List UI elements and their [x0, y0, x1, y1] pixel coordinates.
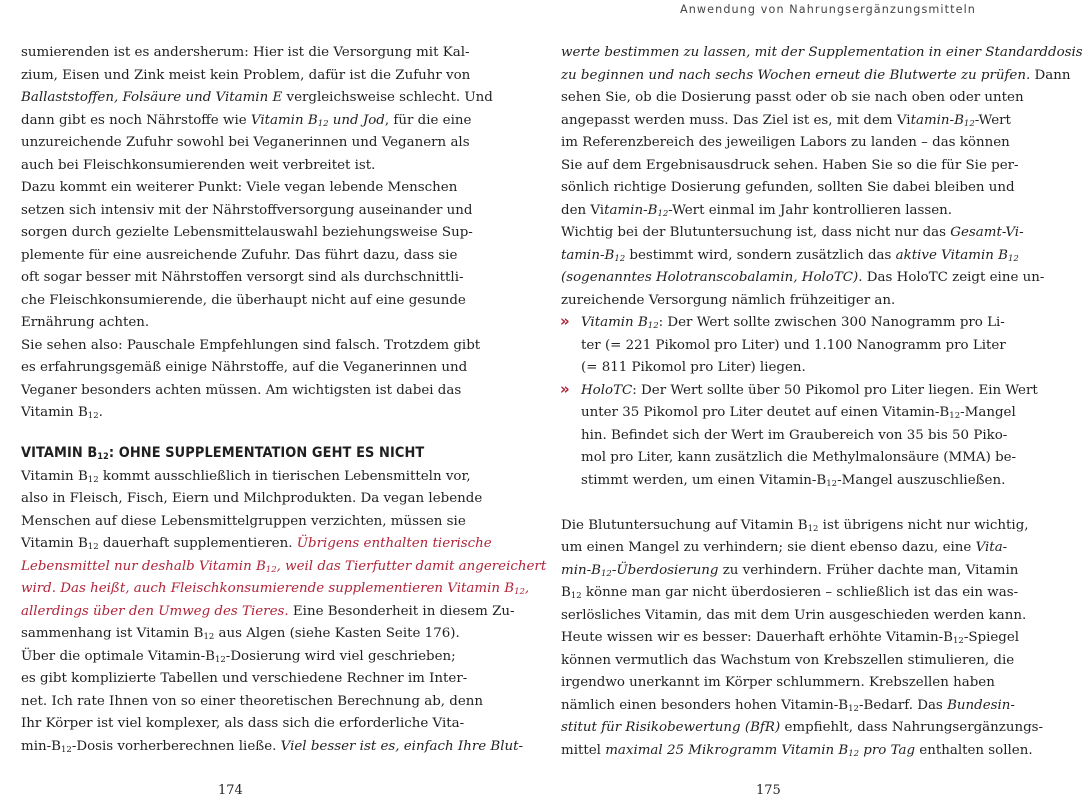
- bullet-line: unter 35 Pikomol pro Liter deutet auf einen Vitamin-$B_{12}$-Mangel: [581, 405, 1016, 421]
- bullet-list: [560, 312, 1038, 492]
- text-line: sönlich richtige Dosierung gefunden, sollten Sie dabei bleiben und: [561, 180, 1015, 195]
- text-line: Sie sehen also: Pauschale Empfehlungen sind falsch. Trotzdem gibt: [21, 337, 481, 353]
- text-line: $B_{12}$ könne man gar nicht überdosieren – schließlich ist das ein was-: [561, 585, 1019, 601]
- text-line: sorgen durch gezielte Lebensmittelauswahl beziehungsweise Sup-: [21, 225, 473, 240]
- text-line: $\min-B_{12}$-Dosis vorherberechnen ließe. Viel besser ist es, einfach Ihre Blut-: [21, 738, 524, 755]
- left-text-block-2: [21, 466, 547, 759]
- left-text-block-1: [21, 42, 493, 425]
- text-line: oft sogar besser mit Nährstoffen versorgt sind als durchschnittli-: [21, 270, 464, 285]
- right-page: [560, 42, 1083, 762]
- text-line: um einen Mangel zu verhindern; sie dient ebenso dazu, eine Vita-: [561, 540, 1008, 555]
- text-line: Die Blutuntersuchung auf Vitamin $B_{12}$ ist übrigens nicht nur wichtig,: [561, 517, 1029, 534]
- text-line: Wichtig bei der Blutuntersuchung ist, dass nicht nur das Gesamt-Vi-: [561, 225, 1024, 240]
- bullet-line: stimmt werden, um einen Vitamin-$B_{12}$-Mangel auszuschließen.: [581, 472, 1006, 489]
- text-line: Vitamin $B_{12}$ kommt ausschließlich in tierischen Lebensmitteln vor,: [21, 468, 471, 485]
- text-line: setzen sich intensiv mit der Nährstoffversorgung auseinander und: [21, 202, 473, 218]
- text-line: Über die optimale Vitamin-$B_{12}$-Dosierung wird viel geschrieben;: [21, 648, 456, 665]
- text-line: che Fleischkonsumierende, die überhaupt nicht auf eine gesunde: [21, 292, 466, 308]
- text-line: auch bei Fleischkonsumierenden weit verbreitet ist.: [21, 157, 376, 173]
- bullet-marker-icon: »: [560, 379, 570, 398]
- text-line: unzureichende Zufuhr sowohl bei Veganerinnen und Veganern als: [21, 135, 470, 150]
- text-line: zureichende Versorgung nämlich frühzeitiger an.: [561, 292, 896, 308]
- bullet-line: hin. Befindet sich der Wert im Graubereich von 35 bis 50 Piko-: [581, 427, 1008, 443]
- bullet-marker-icon: »: [560, 312, 570, 330]
- bullet-line: (= 811 Pikomol pro Liter) liegen.: [581, 360, 806, 375]
- left-page: [21, 42, 547, 758]
- text-line: sammenhang ist Vitamin $B_{12}$ aus Algen (siehe Kasten Seite 176).: [21, 626, 460, 642]
- text-line: also in Fleisch, Fisch, Eiern und Milchprodukten. Da vegan lebende: [21, 491, 483, 506]
- text-line: zium, Eisen und Zink meist kein Problem, dafür ist die Zufuhr von: [21, 67, 471, 83]
- bullet-line: Vitamin $B_{12}$: Der Wert sollte zwischen 300 Nanogramm pro Li-: [581, 315, 1005, 331]
- text-line: es gibt komplizierte Tabellen und verschiedene Rechner im Inter-: [21, 671, 468, 686]
- text-line: $\min-B_{12}$-Überdosierung zu verhindern. Früher dachte man, Vitamin: [561, 562, 1019, 579]
- text-line: Menschen auf diese Lebensmittelgruppen verzichten, müssen sie: [21, 513, 466, 529]
- text-line: net. Ich rate Ihnen von so einer theoretischen Berechnung ab, denn: [21, 693, 484, 709]
- text-line: (sogenanntes Holotranscobalamin, HoloTC). Das HoloTC zeigt eine un-: [561, 270, 1045, 285]
- text-line: nämlich einen besonders hohen Vitamin-$B_{12}$-Bedarf. Das Bundesin-: [561, 697, 1015, 714]
- bullet-item: [560, 312, 1006, 380]
- bullet-line: mol pro Liter, kann zusätzlich die Methylmalonsäure (MMA) be-: [581, 450, 1017, 465]
- text-line: Dazu kommt ein weiterer Punkt: Viele vegan lebende Menschen: [21, 180, 458, 195]
- text-line: Lebensmittel nur deshalb Vitamin $B_{12}$, weil das Tierfutter damit angereichert: [21, 558, 547, 575]
- text-line: können vermutlich das Wachstum von Krebszellen stimulieren, die: [561, 652, 1015, 668]
- text-line: sehen Sie, ob die Dosierung passt oder ob sie nach oben oder unten: [561, 90, 1024, 105]
- text-line: sumierenden ist es andersherum: Hier ist die Versorgung mit Kal-: [21, 45, 470, 60]
- text-line: serlösliches Vitamin, das mit dem Urin ausgeschieden werden kann.: [561, 607, 1027, 623]
- text-line: irgendwo unerkannt im Körper schlummern. Krebszellen haben: [561, 675, 995, 690]
- text-line: plemente für eine ausreichende Zufuhr. Das führt dazu, dass sie: [21, 247, 458, 263]
- bullet-line: ter (= 221 Pikomol pro Liter) und 1.100 Nanogramm pro Liter: [581, 337, 1006, 353]
- bullet-item: [560, 379, 1038, 493]
- text-line: allerdings über den Umweg des Tieres. Eine Besonderheit in diesem Zu-: [21, 603, 515, 619]
- text-line: angepasst werden muss. Das Ziel ist es, mit dem Vitamin-$B_{12}$-Wert: [561, 112, 1011, 129]
- text-line: im Referenzbereich des jeweiligen Labors zu landen – das können: [561, 135, 1010, 150]
- running-head: Anwendung von Nahrungsergänzungsmitteln: [679, 3, 976, 16]
- text-line: stitut für Risikobewertung (BfR) empfiehlt, dass Nahrungsergänzungs-: [561, 720, 1044, 735]
- text-line: zu beginnen und nach sechs Wochen erneut die Blutwerte zu prüfen. Dann: [561, 67, 1071, 83]
- right-text-block-1: [561, 42, 1083, 312]
- text-line: Ballaststoffen, Folsäure und Vitamin E vergleichsweise schlecht. Und: [21, 90, 493, 105]
- text-line: wird. Das heißt, auch Fleischkonsumierende supplementieren Vitamin $B_{12}$,: [21, 581, 530, 597]
- text-line: den Vitamin-$B_{12}$-Wert einmal im Jahr kontrollieren lassen.: [561, 202, 953, 219]
- text-line: mittel maximal 25 Mikrogramm Vitamin $B_{12}$ pro Tag enthalten sollen.: [561, 742, 1033, 759]
- section-heading: [21, 441, 435, 466]
- text-line: Vitamin $B_{12}$.: [21, 405, 103, 421]
- bullet-line: HoloTC: Der Wert sollte über 50 Pikomol pro Liter liegen. Ein Wert: [581, 382, 1038, 398]
- page-number-right: 175: [756, 783, 781, 798]
- text-line: werte bestimmen zu lassen, mit der Supplementation in einer Standarddosis: [561, 45, 1083, 60]
- right-text-block-2: [561, 515, 1044, 763]
- text-line: Ihr Körper ist viel komplexer, als dass sich die erforderliche Vita-: [21, 716, 465, 731]
- heading-text: VITAMIN $B_{12}$: OHNE SUPPLEMENTATION GEHT ES NICHT: [21, 444, 425, 462]
- paragraph-gap: [561, 492, 975, 515]
- text-line: Vitamin $B_{12}$ dauerhaft supplementieren. Übrigens enthalten tierische: [21, 536, 492, 552]
- text-line: es erfahrungsgemäß einige Nährstoffe, auf die Veganerinnen und: [21, 360, 468, 375]
- text-line: Veganer besonders achten müssen. Am wichtigsten ist dabei das: [21, 382, 462, 398]
- text-line: Ernährung achten.: [21, 315, 150, 330]
- text-line: Sie auf dem Ergebnisausdruck sehen. Haben Sie so die für Sie per-: [561, 157, 1019, 173]
- text-line: tamin-$B_{12}$ bestimmt wird, sondern zusätzlich das aktive Vitamin $B_{12}$: [561, 247, 1019, 264]
- text-line: dann gibt es noch Nährstoffe wie Vitamin $B_{12}$ und Jod, für die eine: [21, 112, 472, 129]
- page-number-left: 174: [218, 783, 243, 798]
- text-line: Heute wissen wir es besser: Dauerhaft erhöhte Vitamin-$B_{12}$-Spiegel: [561, 630, 1020, 646]
